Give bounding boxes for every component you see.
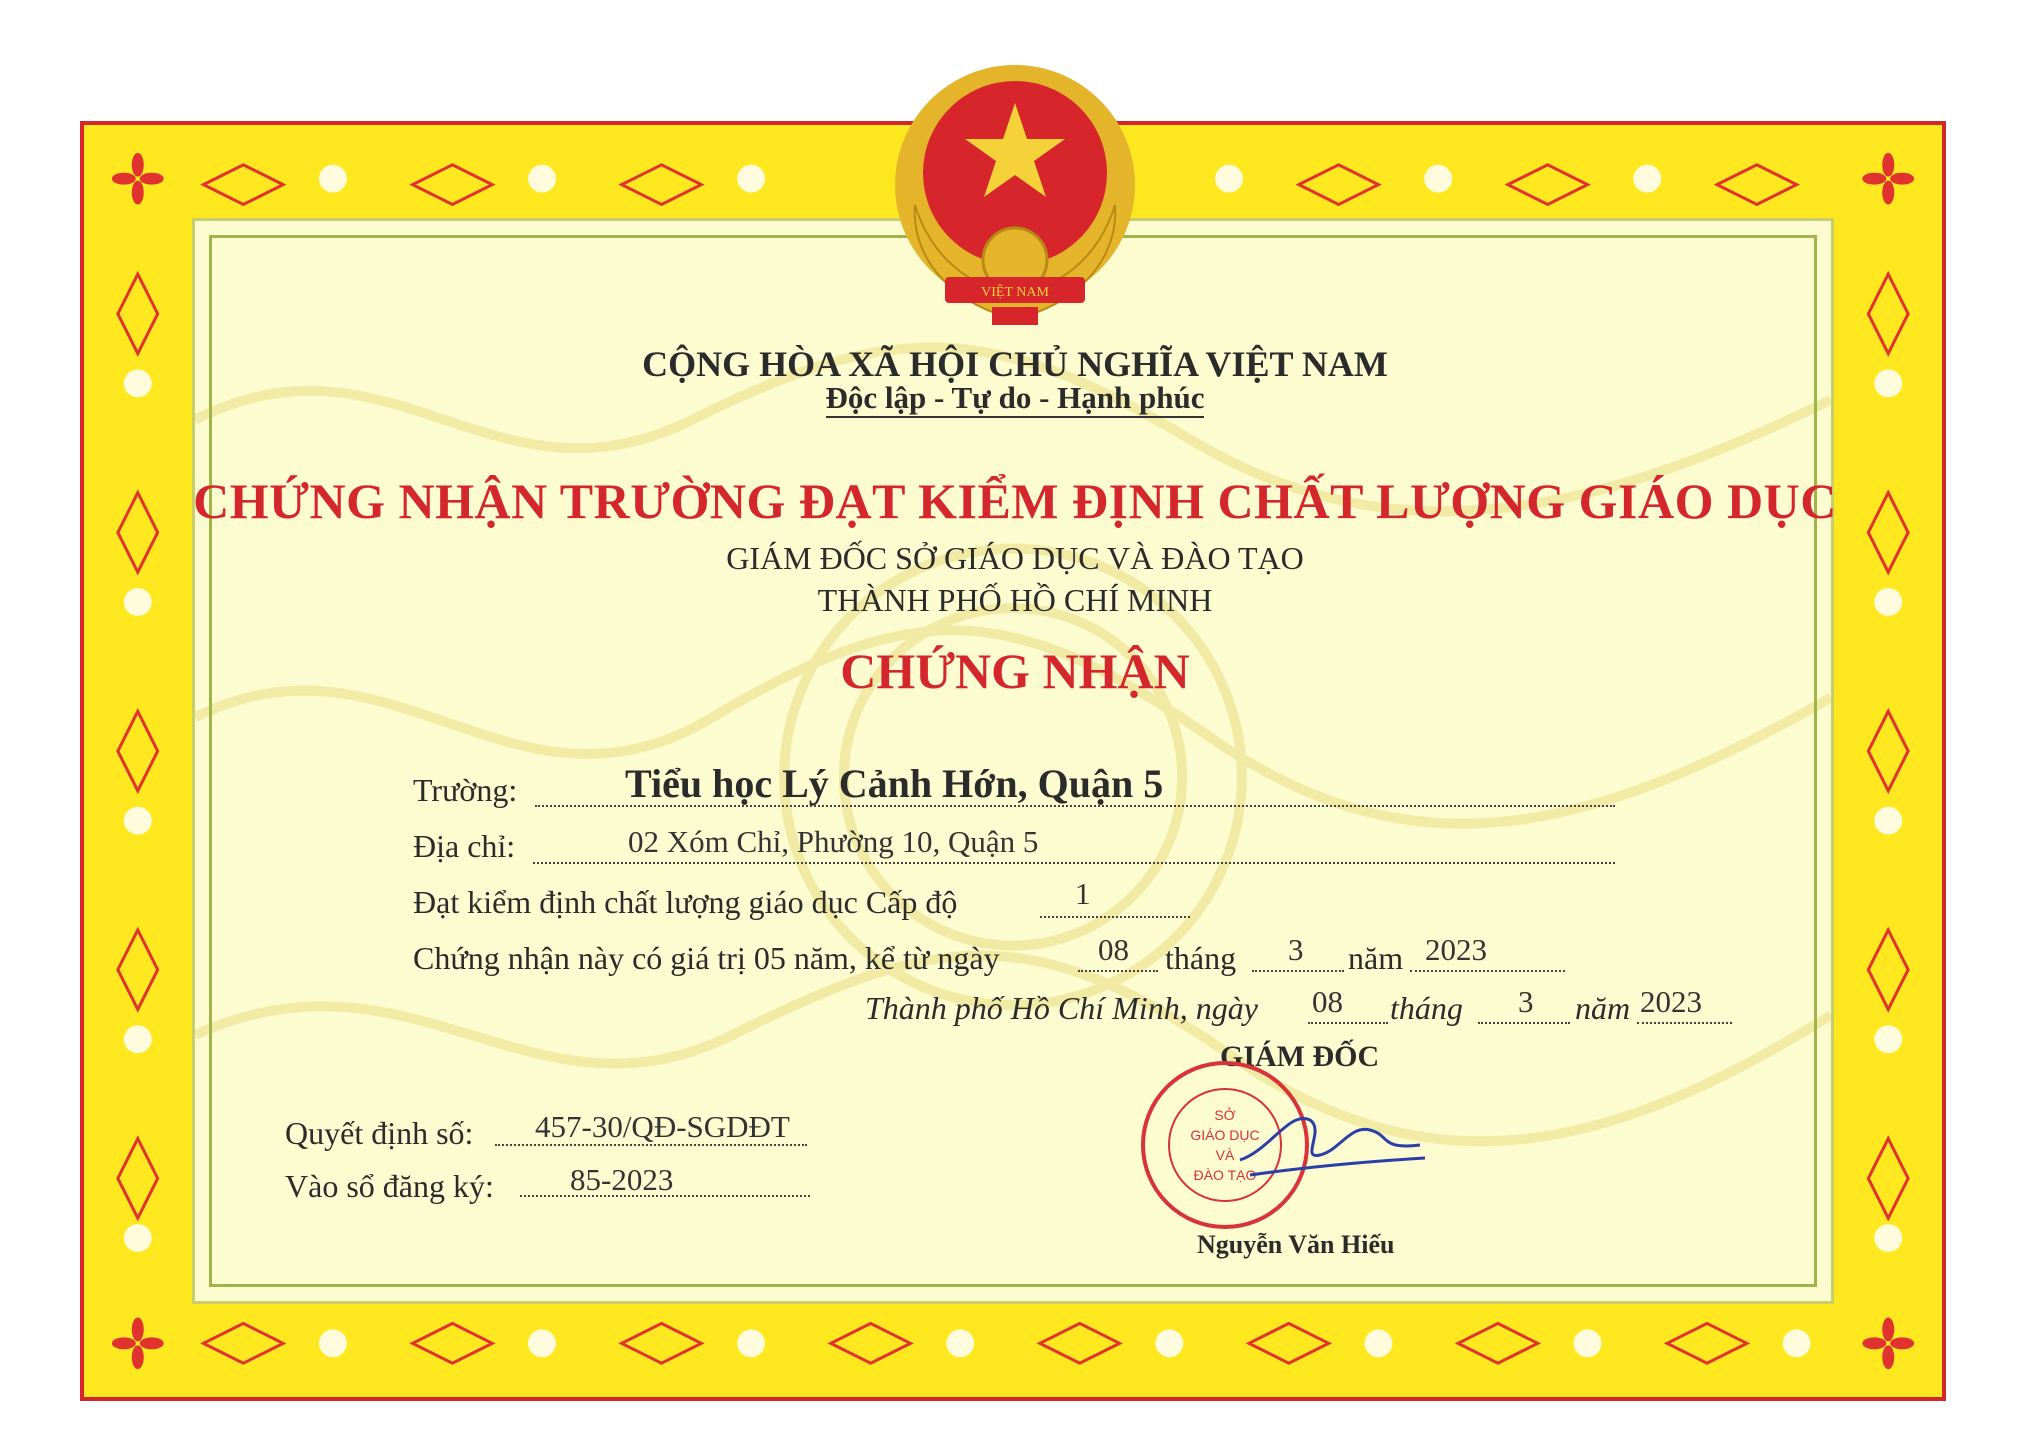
svg-text:ĐÀO TẠO: ĐÀO TẠO [1193, 1167, 1257, 1183]
svg-text:VÀ: VÀ [1215, 1147, 1235, 1163]
validity-month-label: tháng [1165, 940, 1237, 976]
registry-value: 85-2023 [570, 1162, 674, 1197]
national-motto: Độc lập - Tự do - Hạnh phúc [0, 380, 2030, 416]
corner-flower-icon [1862, 153, 1914, 205]
republic-heading: CỘNG HÒA XÃ HỘI CHỦ NGHĨA VIỆT NAM [642, 344, 1388, 384]
place-day: 08 [1312, 984, 1343, 1019]
svg-text:GIÁO DỤC: GIÁO DỤC [1190, 1127, 1260, 1143]
level-dotted-line [1040, 916, 1190, 918]
validity-year-label: năm [1348, 940, 1404, 976]
place-year-label: năm [1575, 990, 1631, 1026]
emblem-band-text: VIỆT NAM [981, 285, 1049, 300]
director-signature [1230, 1090, 1430, 1190]
place-year-dotted [1637, 1022, 1732, 1024]
certify-heading: CHỨNG NHẬN [840, 643, 1190, 699]
registry-label: Vào sổ đăng ký: [285, 1168, 494, 1204]
address-dotted-line [533, 862, 1615, 864]
validity-year: 2023 [1425, 932, 1487, 967]
address-value: 02 Xóm Chỉ, Phường 10, Quận 5 [628, 824, 1039, 859]
place-year: 2023 [1640, 984, 1702, 1019]
validity-month: 3 [1288, 932, 1304, 967]
school-value: Tiểu học Lý Cảnh Hớn, Quận 5 [625, 761, 1164, 806]
level-label: Đạt kiểm định chất lượng giáo dục Cấp độ [413, 884, 958, 920]
director-title: GIÁM ĐỐC [1220, 1040, 1380, 1073]
corner-flower-icon [112, 153, 164, 205]
national-emblem [870, 55, 1160, 345]
validity-label: Chứng nhận này có giá trị 05 năm, kể từ ngày [413, 940, 1000, 976]
level-value: 1 [1075, 876, 1091, 911]
place-month-dotted [1478, 1022, 1570, 1024]
issuer-line-2: THÀNH PHỐ HỒ CHÍ MINH [817, 582, 1213, 618]
decision-label: Quyết định số: [285, 1115, 474, 1151]
signer-name: Nguyễn Văn Hiếu [1197, 1230, 1395, 1259]
validity-year-dotted [1410, 970, 1565, 972]
decision-value: 457-30/QĐ-SGDĐT [535, 1109, 790, 1144]
place-month-label: tháng [1390, 990, 1463, 1026]
validity-day-dotted [1078, 970, 1158, 972]
certificate-title: CHỨNG NHẬN TRƯỜNG ĐẠT KIỂM ĐỊNH CHẤT LƯỢNG GIÁO DỤC [193, 473, 1837, 529]
address-label: Địa chỉ: [413, 828, 516, 864]
svg-text:SỞ: SỞ [1214, 1107, 1236, 1123]
place-month: 3 [1518, 984, 1534, 1019]
corner-flower-icon [1862, 1318, 1914, 1370]
place-date-prefix: Thành phố Hồ Chí Minh, ngày [865, 990, 1258, 1026]
place-day-dotted [1308, 1022, 1388, 1024]
validity-day: 08 [1098, 932, 1129, 967]
school-label: Trường: [413, 772, 518, 808]
validity-month-dotted [1252, 970, 1344, 972]
issuer-line-1: GIÁM ĐỐC SỞ GIÁO DỤC VÀ ĐÀO TẠO [726, 540, 1304, 576]
corner-flower-icon [112, 1318, 164, 1370]
